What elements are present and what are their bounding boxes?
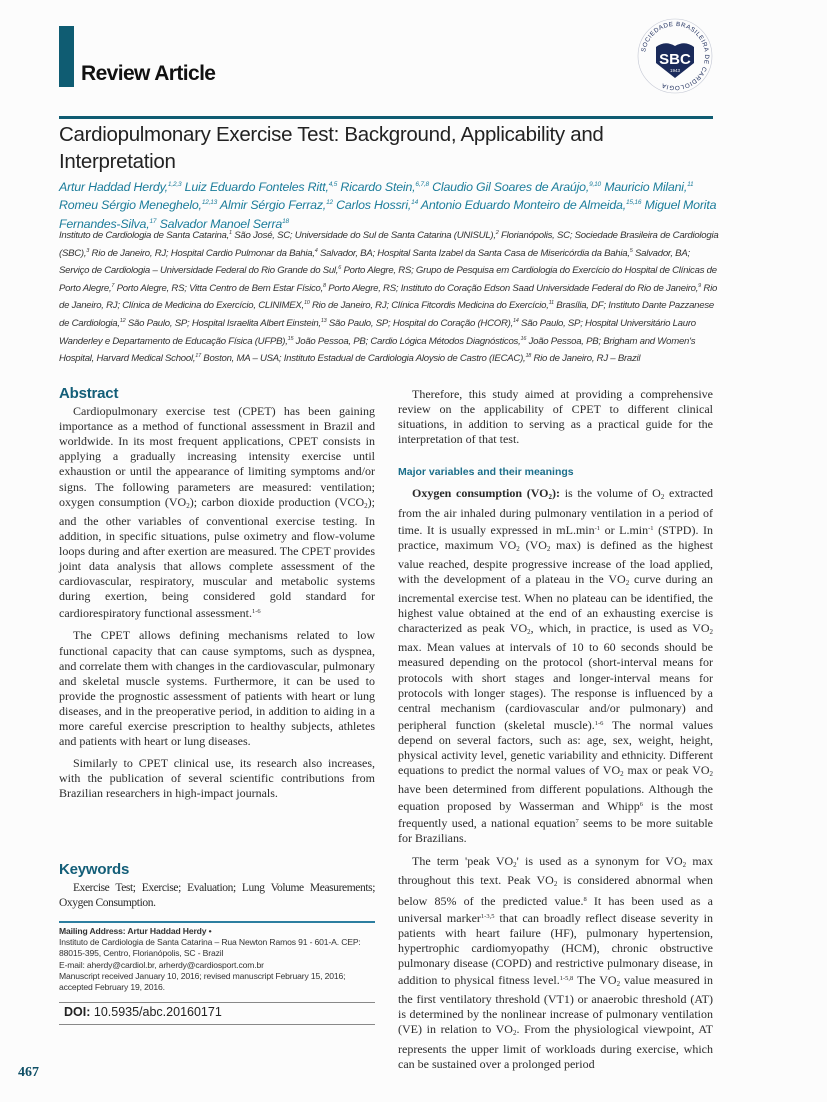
logo-center-text: SBC <box>659 51 691 68</box>
mailing-heading: Mailing Address: Artur Haddad Herdy • <box>59 926 212 936</box>
doi-rule-top <box>59 1002 375 1003</box>
mailing-address: Instituto de Cardiologia de Santa Catarina – Rua Newton Ramos 91 - 601-A. CEP: 88015-395, Centro, Florianópolis, SC - Brazil <box>59 937 361 959</box>
affiliation-number: 15 <box>287 335 294 342</box>
section-accent-bar <box>59 26 74 87</box>
keywords-section <box>59 861 375 911</box>
abstract-column <box>59 386 375 808</box>
citation-ref[interactable]: 1-6 <box>251 608 261 616</box>
affiliation-text: João Pessoa, PB; Brigham and Women's Hospital, Harvard Medical School, <box>59 335 696 365</box>
abstract-paragraph-2: The CPET allows defining mechanisms related to low functional capacity that can cause symptoms, such as dyspnea, and correlate them with changes in the cardiovascular, pulmonary and skeletal muscle systems. Furthermore, it can be used to provide the prognostic assessment of patients with heart or lung diseases, and in the preoperative period, in addition to aiding in a more careful exercise prescription to healthy subjects, athletes and patients with heart or lung diseases. <box>59 628 375 749</box>
mailing-address-block <box>59 926 379 993</box>
affiliation-text: Instituto de Cardiologia de Santa Catarina, <box>59 230 230 241</box>
section-label: Review Article <box>81 62 216 85</box>
doi-value[interactable]: 10.5935/abc.20160171 <box>93 1005 222 1019</box>
author-name: Romeu Sérgio Meneghelo, <box>59 198 202 213</box>
author-name: Ricardo Stein, <box>340 180 416 194</box>
affiliation-number: 2 <box>495 230 499 236</box>
article-title: Cardiopulmonary Exercise Test: Background, Applicability and Interpretation <box>59 123 604 173</box>
affiliation-text: São Paulo, SP; Hospital Israelita Albert Einstein, <box>125 317 321 329</box>
author-name: Luiz Eduardo Fonteles Ritt, <box>184 180 329 194</box>
author-name: Artur Haddad Herdy, <box>59 180 168 194</box>
affiliation-text: Rio de Janeiro, RJ; Clínica Fitcordis Medicina do Exercício, <box>309 300 549 312</box>
affiliation-number: 17 <box>195 353 201 360</box>
doi-rule-bottom <box>59 1024 375 1025</box>
affiliations <box>59 226 721 367</box>
logo-ring-text: SOCIEDADE BRASILEIRA DE CARDIOLOGIA <box>640 20 711 92</box>
citation-ref[interactable]: 7 <box>575 818 579 826</box>
affiliation-number: 18 <box>525 353 532 360</box>
mailing-email[interactable]: E-mail: aherdy@cardiol.br, arherdy@cardiosport.com.br <box>59 959 264 970</box>
header-rule <box>59 116 713 119</box>
author-affiliation-ref: 12,13 <box>201 199 218 207</box>
affiliation-number: 12 <box>119 317 126 324</box>
affiliation-text: Boston, MA – USA; Instituto Estadual de Cardiologia Aloysio de Castro (IECAC), <box>200 353 526 365</box>
author-name: Mauricio Milani, <box>604 180 688 194</box>
author-affiliation-ref: 6,7,8 <box>415 181 429 188</box>
abstract-heading: Abstract <box>59 385 119 402</box>
citation-ref[interactable]: 1-3,5 <box>480 912 495 920</box>
affiliation-number: 10 <box>303 300 310 307</box>
affiliation-text: João Pessoa, PB; Cardio Lógica Métodos Diagnósticos, <box>293 335 521 347</box>
affiliation-number: 13 <box>320 317 327 324</box>
citation-ref[interactable]: 8 <box>583 895 587 903</box>
affiliation-text: Brasília, DF; Instituto Dante Pazzanese de Cardiologia, <box>59 300 714 329</box>
author-name: Miguel Morita Fernandes-Silva, <box>59 198 717 231</box>
affiliation-number: 3 <box>86 247 90 254</box>
citation-ref[interactable]: 6 <box>639 801 644 809</box>
affiliation-text: Porto Alegre, RS; Grupo de Pesquisa em Cardiologia do Exercício do Hospital de Clínicas de Porto Alegre, <box>59 265 717 294</box>
page-number: 467 <box>18 1065 39 1080</box>
affiliation-text: São Paulo, SP; Hospital Universitário Lauro Wanderley e Departamento de Educação Física (UFPB), <box>59 317 696 347</box>
sbc-seal-icon <box>636 17 714 95</box>
affiliation-text: São Paulo, SP; Hospital do Coração (HCOR), <box>326 317 513 329</box>
keywords-text: Exercise Test; Exercise; Evaluation; Lung Volume Measurements; Oxygen Consumption. <box>59 882 375 909</box>
author-name: Salvador Manoel Serra <box>159 216 283 231</box>
affiliation-number: 16 <box>520 335 527 342</box>
logo-year: 1943 <box>669 68 681 73</box>
doi-label: DOI: <box>64 1005 91 1019</box>
affiliation-text: Salvador, BA; Serviço de Cardiologia – Universidade Federal do Rio Grande do Sul, <box>59 247 690 277</box>
sbc-logo <box>636 17 714 95</box>
oxygen-consumption-paragraph: Oxygen consumption $(VO_2)$: is the volume of $O_2$ extracted from the air inhaled during pulmonary ventilation in a period of time. It is usually expressed in $mL.\min^{-1}$ or $L.\min^{-1}$ (STPD). In practice, maximum $VO_2$ ($VO_2$ max) is defined as the highest value reached, despite progressive increase of the load applied, with the development of a plateau in the $VO_2$ curve during an incremental exercise test. When no plateau can be identified, the highest value obtained at the end of an exhausting exercise is characterized as peak $VO_2$, which, in practice, is used as $VO_2$ max. Mean values at intervals of 10 to 60 seconds should be measured depending on the protocol (short-interval means for protocols with short stages and longer-interval means for protocols with longer stages). The response is influenced by a central mechanism (cardiovascular and/or pulmonary) and peripheral function (skeletal muscle).$^{1-6}$ The normal values depend on several factors, such as: age, sex, weight, height, physical activity level, genetic variability and ethnicity. Different equations to predict the normal values of $VO_2$ max or peak $VO_2$ have been determined from different populations. Although the equation proposed by Wasserman and Whipp$^6$ is the most frequently used, a national equation$^7$ seems to be more suitable for Brazilians. <box>398 486 714 846</box>
affiliation-number: 8 <box>323 282 326 289</box>
author-affiliation-ref: 12 <box>326 199 333 207</box>
affiliation-text: Rio de Janeiro, RJ; Hospital Cardio Pulmonar da Bahia, <box>89 247 315 259</box>
author-affiliation-ref: 4,5 <box>328 181 338 188</box>
peak-vo2-paragraph: The term 'peak $VO_2'$ is used as a synonym for $VO_2$ max throughout this text. Peak $VO_2$ is considered abnormal when below 85% of the predicted value.$^8$ It has been used as a universal marker$^{1-3,5}$ that can broadly reflect disease severity in patients with heart failure (HF), pulmonary hypertension, hypertrophic cardiomyopathy (HCM), chronic obstructive pulmonary disease (COPD) and restrictive pulmonary disease, in addition to physical fitness level.$^{1-5,8}$ The $VO_2$ value measured in the first ventilatory threshold (VT1) or anaerobic threshold (AT) is determined by the nonlinear increase of pulmonary ventilation (VE) in relation to $VO_2$. From the physiological viewpoint, AT represents the upper limit of workloads during exercise, which can be sustained over a prolonged period <box>398 853 714 1071</box>
manuscript-dates: Manuscript received January 10, 2016; revised manuscript February 15, 2016; accepted February 19, 2016. <box>59 970 346 993</box>
author-list <box>59 177 719 232</box>
author-name: Carlos Hossri, <box>336 198 412 213</box>
author-affiliation-ref: 15,16 <box>625 199 642 207</box>
affiliation-text: Rio de Janeiro, RJ; Clínica de Medicina do Exercício, CLINIMEX, <box>59 282 718 312</box>
author-affiliation-ref: 14 <box>411 199 418 207</box>
affiliation-text: Porto Alegre, RS; Instituto do Coração Edson Saad Universidade Federal do Rio de Janeiro, <box>325 282 699 294</box>
affiliation-number: 9 <box>698 282 701 289</box>
author-name: Claudio Gil Soares de Araújo, <box>432 180 590 194</box>
author-affiliation-ref: 9,10 <box>589 181 601 188</box>
abstract-paragraph-1: Cardiopulmonary exercise test (CPET) has been gaining importance as a method of functional assessment in Brazil and worldwide. In its most frequent applications, CPET consists in applying a gradually increasing intensity exercise until exhaustion or until the appearance of limiting symptoms and/or signs. The following parameters are measured: ventilation; oxygen consumption $(VO_2)$; carbon dioxide production $(VCO_2)$; and the other variables of conventional exercise testing. In addition, in specific situations, pulse oximetry and flow-volume loops during and after exertion are measured. The CPET provides joint data analysis that allows complete assessment of the cardiovascular, respiratory, muscular and metabolic systems during exertion, being considered gold standard for cardiorespiratory functional assessment.$^{1-6}$ <box>59 404 376 621</box>
affiliation-text: Salvador, BA; Hospital Santa Izabel da Santa Casa de Misericórdia da Bahia, <box>317 247 630 259</box>
affiliation-text: Florianópolis, SC; Sociedade Brasileira de Cardiologia (SBC), <box>59 230 719 259</box>
author-affiliation-ref: 1,2,3 <box>167 181 182 188</box>
affiliation-number: 11 <box>548 300 554 307</box>
affiliation-text: Rio de Janeiro, RJ – Brazil <box>531 353 641 365</box>
body-column-right <box>398 387 713 1079</box>
author-affiliation-ref: 11 <box>687 181 694 188</box>
affiliation-number: 4 <box>314 247 318 254</box>
citation-ref[interactable]: 1-5,8 <box>559 975 574 983</box>
author-affiliation-ref: 18 <box>282 217 289 225</box>
affiliation-text: São José, SC; Universidade do Sul de Santa Catarina (UNISUL), <box>231 230 496 241</box>
affiliation-number: 5 <box>629 247 633 254</box>
author-name: Antonio Eduardo Monteiro de Almeida, <box>420 198 626 213</box>
citation-ref[interactable]: 1-6 <box>594 719 604 727</box>
affiliation-number: 1 <box>229 230 232 236</box>
intro-paragraph: Therefore, this study aimed at providing a comprehensive review on the applicability of CPET to different clinical situations, in addition to serving as a practical guide for the interpretation of that test. <box>398 387 713 447</box>
mailing-divider <box>59 921 375 923</box>
abstract-paragraph-3: Similarly to CPET clinical use, its research also increases, with the publication of several scientific contributions from Brazilian researchers in high-impact journals. <box>59 756 375 801</box>
subsection-heading: Major variables and their meanings <box>398 466 574 479</box>
keywords-heading: Keywords <box>59 861 130 878</box>
doi[interactable] <box>64 1005 222 1019</box>
affiliation-number: 14 <box>513 317 519 324</box>
author-name: Almir Sérgio Ferraz, <box>219 198 327 213</box>
affiliation-number: 7 <box>111 282 115 289</box>
affiliation-number: 6 <box>338 265 342 272</box>
affiliation-text: Porto Alegre, RS; Vitta Centro de Bem Estar Físico, <box>114 282 324 294</box>
author-affiliation-ref: 17 <box>149 217 157 225</box>
